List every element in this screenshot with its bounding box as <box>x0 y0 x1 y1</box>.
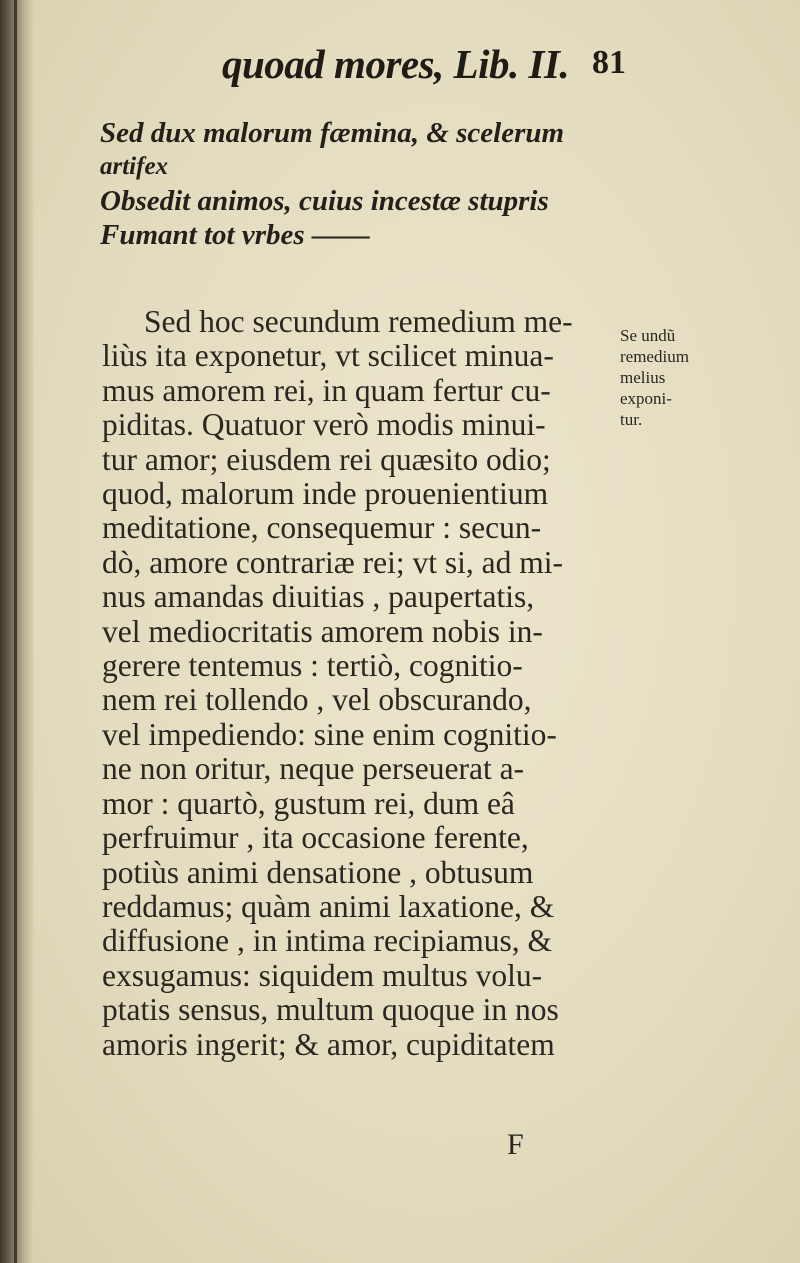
verse-line: Sed dux malorum fæmina, & scelerum <box>100 117 565 149</box>
margin-note-line: melius <box>620 368 666 387</box>
text-line: diffusione , in intima recipiamus, & <box>102 923 552 959</box>
text-line: dò, amore contrariæ rei; vt si, ad mi- <box>102 544 563 580</box>
text-line: vel impediendo: sine enim cognitio- <box>102 716 557 752</box>
signature-mark: F <box>507 1128 524 1161</box>
text-line: mus amorem rei, in quam fertur cu- <box>102 372 551 408</box>
margin-note-line: tur. <box>620 410 643 429</box>
text-line: liùs ita exponetur, vt scilicet minua- <box>102 338 554 374</box>
text-line: meditatione, consequemur : secun- <box>102 510 542 546</box>
body-paragraph <box>102 305 662 1062</box>
book-gutter <box>0 0 34 1263</box>
text-line: nem rei tollendo , vel obscurando, <box>102 682 532 718</box>
text-line: gerere tentemus : tertiò, cognitio- <box>102 648 523 684</box>
text-line: tur amor; eiusdem rei quæsito odio; <box>102 441 551 477</box>
text-line: potiùs animi densatione , obtusum <box>102 854 534 890</box>
verse-line: Fumant tot vrbes —— <box>100 219 370 251</box>
margin-note-line: Se undũ <box>620 326 676 345</box>
text-line: amoris ingerit; & amor, cupiditatem <box>102 1026 555 1062</box>
text-line: mor : quartò, gustum rei, dum eâ <box>102 785 515 821</box>
page-number: 81 <box>592 44 626 81</box>
text-line: reddamus; quàm animi laxatione, & <box>102 888 555 924</box>
margin-note-line: exponi- <box>620 389 672 408</box>
text-line: ptatis sensus, multum quoque in nos <box>102 992 559 1028</box>
text-line: piditas. Quatuor verò modis minui- <box>102 407 546 443</box>
margin-note-line: remedium <box>620 347 689 366</box>
text-line: perfruimur , ita occasione ferente, <box>102 820 529 856</box>
page-header <box>0 38 800 88</box>
text-line: Sed hoc secundum remedium me- <box>144 304 573 339</box>
verse-quotation <box>100 116 660 252</box>
text-line: exsugamus: siquidem multus volu- <box>102 957 543 993</box>
verse-line: artifex <box>100 153 169 180</box>
text-line: ne non oritur, neque perseuerat a- <box>102 751 525 787</box>
text-line: quod, malorum inde prouenientium <box>102 476 549 512</box>
verse-line: Obsedit animos, cuius incestæ stupris <box>100 185 549 217</box>
text-line: nus amandas diuitias , paupertatis, <box>102 579 535 615</box>
binding-edge <box>14 0 17 1263</box>
margin-note <box>620 325 740 430</box>
text-line: vel mediocritatis amorem nobis in- <box>102 613 543 649</box>
running-head: quoad mores, Lib. II. <box>222 41 570 87</box>
